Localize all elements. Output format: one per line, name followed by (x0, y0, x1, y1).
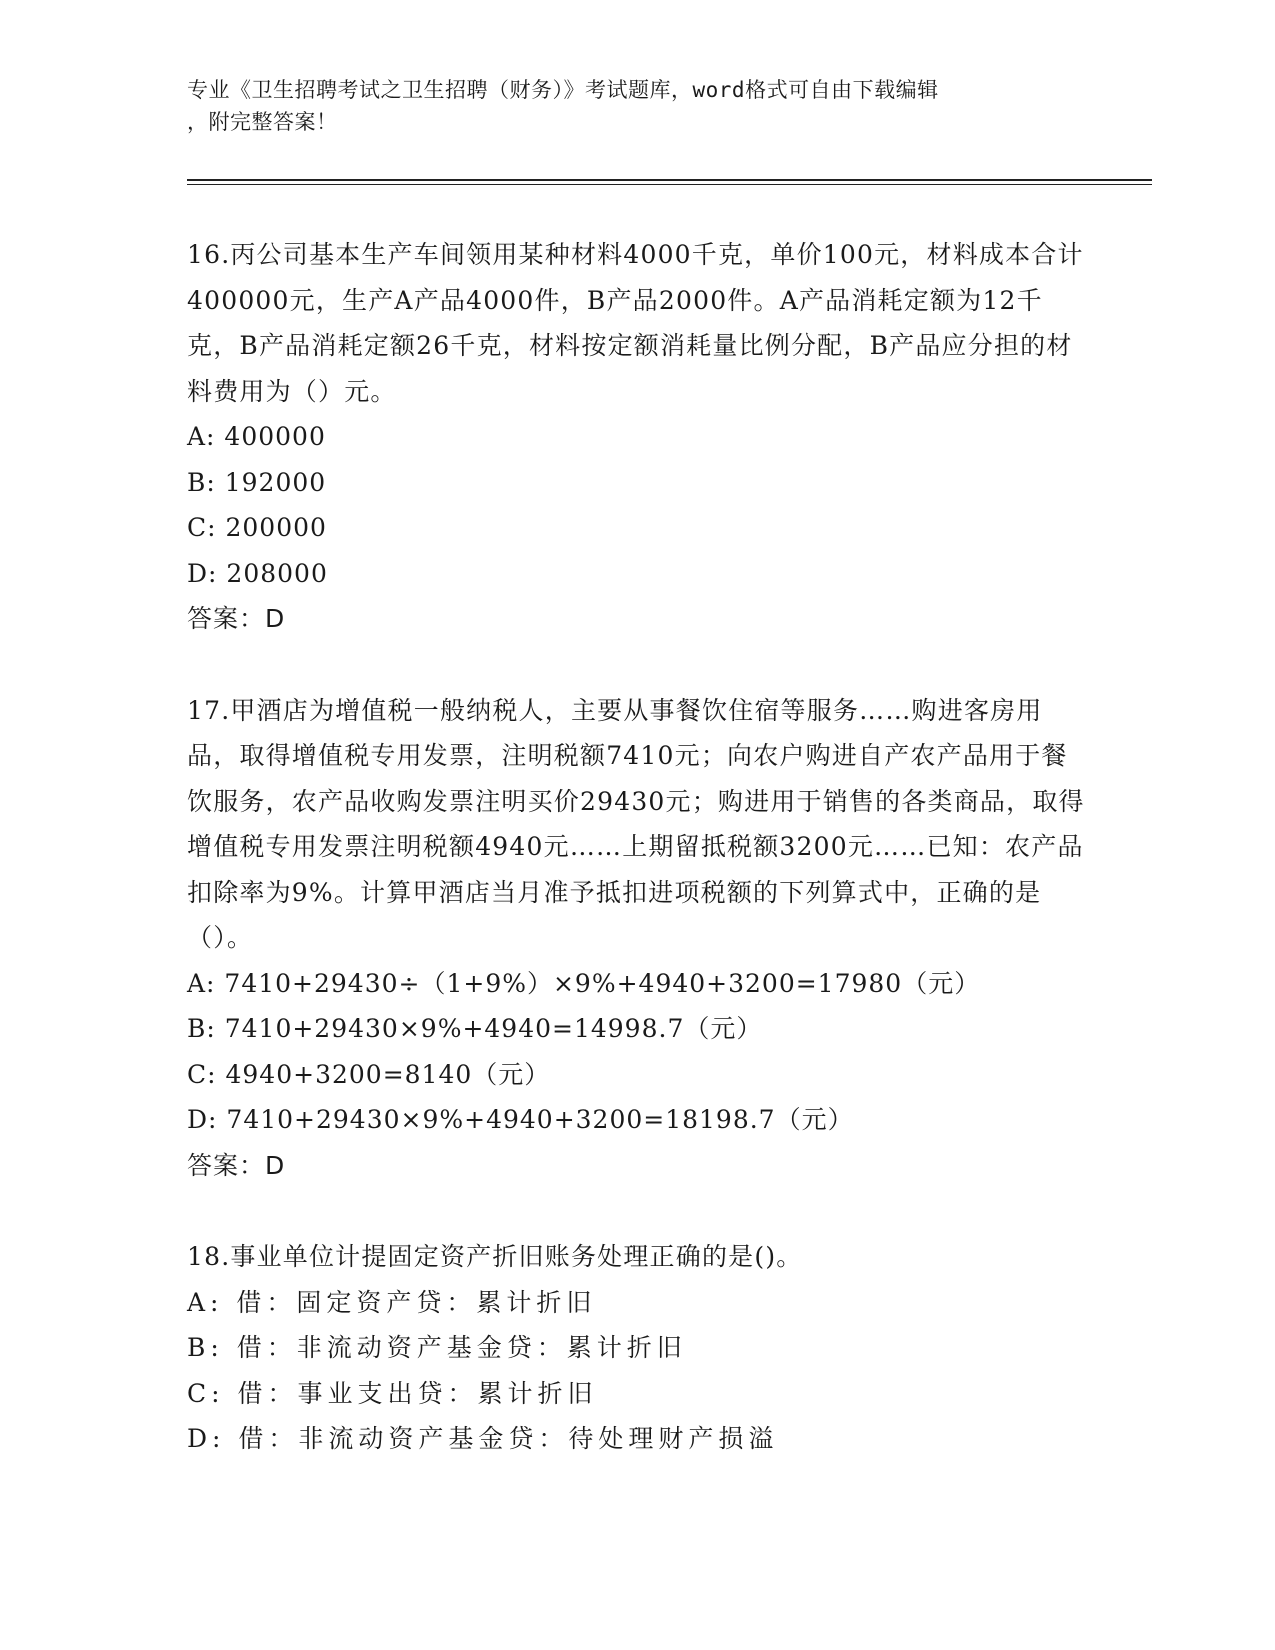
option-c: C: 4940+3200=8140（元） (187, 1059, 551, 1089)
question-stem: 17.甲酒店为增值税一般纳税人，主要从事餐饮住宿等服务……购进客房用品，取得增值税专用发票，注明税额7410元；向农户购进自产农产品用于餐饮服务，农产品收购发票注明买价29430元；购进用于销售的各类商品，取得增值税专用发票注明税额4940元……上期留抵税额3200元……已知：农产品扣除率为9%。计算甲酒店当月准予抵扣进项税额的下列算式中，正确的是（）。 (187, 695, 1085, 952)
question-18 (187, 1234, 1087, 1462)
question-17 (187, 688, 1087, 1189)
option-b: B: 192000 (187, 467, 327, 497)
option-a: A: 7410+29430÷（1+9%）×9%+4940+3200=17980（元） (187, 968, 981, 998)
answer-text: 答案：D (187, 604, 286, 633)
question-16 (187, 232, 1087, 642)
header-line-2: ，附完整答案！ (187, 110, 338, 134)
header-divider-thick (187, 179, 1152, 181)
option-a: A: 400000 (187, 422, 326, 451)
option-b: B: 7410+29430×9%+4940=14998.7（元） (187, 1014, 763, 1043)
header-line-1: 专业《卫生招聘考试之卫生招聘（财务）》考试题库，word格式可自由下载编辑 (187, 78, 939, 102)
option-c: C: 借：事业支出贷：累计折旧 (187, 1378, 598, 1408)
option-d: D: 208000 (187, 558, 328, 588)
option-d: D: 7410+29430×9%+4940+3200=18198.7（元） (187, 1105, 854, 1134)
header-divider-thin (187, 184, 1152, 185)
question-stem: 16.丙公司基本生产车间领用某种材料4000千克，单价100元，材料成本合计400000元，生产A产品4000件，B产品2000件。A产品消耗定额为12千克，B产品消耗定额26千克，材料按定额消耗量比例分配，B产品应分担的材料费用为（）元。 (187, 240, 1084, 406)
answer-text: 答案：D (187, 1150, 286, 1180)
option-a: A: 借：固定资产贷：累计折旧 (187, 1287, 597, 1317)
document-header (187, 74, 1087, 138)
question-stem: 18.事业单位计提固定资产折旧账务处理正确的是()。 (187, 1242, 803, 1271)
option-b: B: 借：非流动资产基金贷：累计折旧 (187, 1333, 687, 1362)
question-list (187, 232, 1087, 1508)
option-d: D: 借：非流动资产基金贷：待处理财产损溢 (187, 1424, 779, 1453)
option-c: C: 200000 (187, 513, 327, 542)
